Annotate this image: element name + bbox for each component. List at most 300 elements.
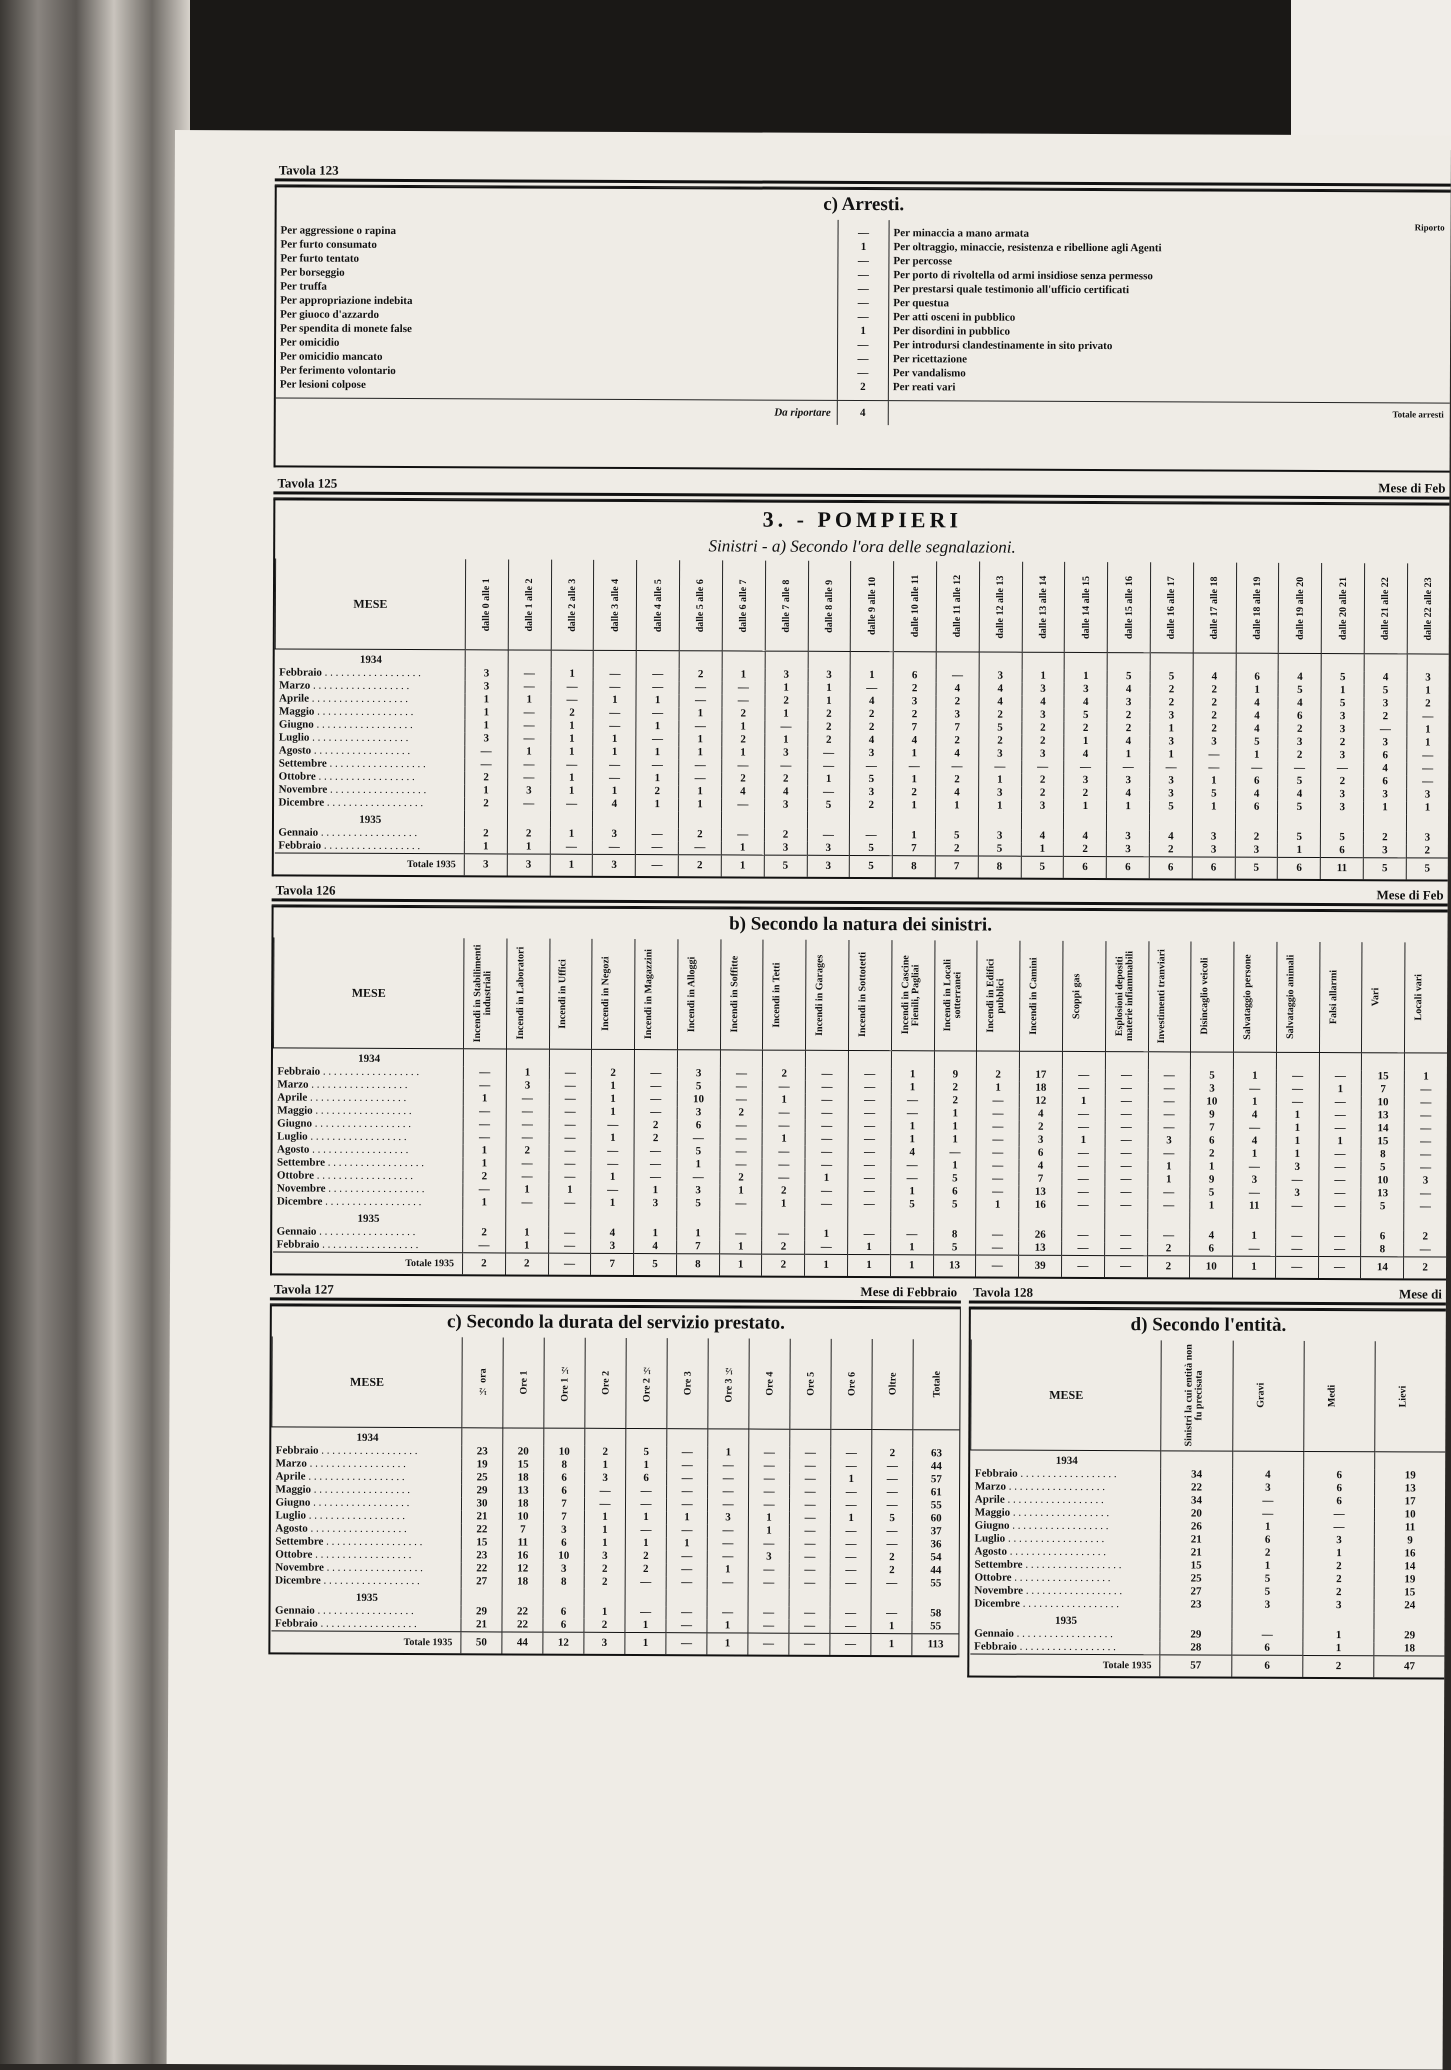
blank-cell [1019, 1212, 1062, 1229]
data-cell: 13 [1361, 1187, 1404, 1200]
data-cell: — [848, 1081, 891, 1094]
data-cell: 3 [1107, 774, 1150, 787]
data-cell: — [789, 1564, 830, 1577]
data-cell: 7 [502, 1523, 543, 1536]
data-cell: 5 [1364, 684, 1407, 697]
data-cell: 4 [1364, 671, 1407, 684]
blank-cell [891, 1051, 934, 1069]
data-cell: 2 [1064, 787, 1107, 800]
arrest-value: — [857, 282, 869, 296]
column-header [1020, 941, 1063, 1052]
column-header [1236, 563, 1279, 654]
blank-cell [1364, 654, 1407, 672]
data-cell: 1 [707, 1619, 748, 1633]
month-label: Ottobre . . . [273, 1169, 463, 1183]
column-header-text: Ore 3 [682, 1371, 694, 1396]
data-cell: — [634, 1093, 677, 1106]
arrest-item-right: Per reati vari [892, 381, 956, 394]
month-label: Novembre . . . [271, 1561, 461, 1575]
data-cell: 8 [544, 1459, 585, 1472]
data-cell: 1 [625, 1619, 666, 1633]
data-cell: 16 [502, 1549, 543, 1562]
total-cell: 5 [850, 855, 893, 877]
data-cell: 2 [762, 1241, 805, 1255]
data-cell: 3 [1150, 709, 1193, 722]
data-cell: — [978, 761, 1021, 774]
data-cell: 2 [807, 708, 850, 721]
data-cell: — [848, 1185, 891, 1198]
data-cell: 1 [891, 1120, 934, 1133]
blank-cell [1064, 813, 1107, 830]
blank-cell [933, 1211, 976, 1228]
column-header-text: dalle 0 alle 1 [481, 577, 493, 631]
month-label: Settembre . . . [970, 1558, 1160, 1572]
data-cell: — [805, 1241, 848, 1255]
data-cell: 1 [1064, 800, 1107, 813]
section-pompieri: 3. - POMPIERI [762, 506, 962, 533]
total-cell: 1 [550, 854, 593, 876]
data-cell: 5 [1278, 684, 1321, 697]
data-cell: — [1235, 762, 1278, 775]
year-label: 1934 [358, 1052, 381, 1065]
column-header-text: Ore 3 ½ [723, 1364, 735, 1403]
data-cell: 1 [592, 1093, 635, 1106]
column-header-text: Investimenti tranviari [1156, 949, 1168, 1044]
data-cell: — [748, 1564, 789, 1577]
blank-cell [463, 1049, 506, 1067]
data-cell: 55 [912, 1577, 959, 1590]
blank-cell [1065, 652, 1108, 670]
data-cell: — [721, 828, 764, 841]
pompieri-ora-table [272, 498, 1450, 881]
total-cell: — [1275, 1256, 1318, 1278]
total-cell: 1 [1233, 1256, 1276, 1278]
blank-cell [1105, 1052, 1148, 1070]
arrest-item-right: Per porto di rivoltella od armi insidiose senza permesso [893, 269, 1153, 283]
data-cell: — [548, 1227, 591, 1240]
data-cell: 2 [764, 829, 807, 842]
blank-cell [790, 1429, 831, 1447]
blank-cell [544, 1428, 585, 1446]
data-cell: — [807, 747, 850, 760]
data-cell: 2 [935, 842, 978, 856]
data-cell: 2 [1021, 722, 1064, 735]
blank-cell [506, 1049, 549, 1067]
column-header-text: Ore 2 ½ [641, 1364, 653, 1402]
data-cell: — [666, 1550, 707, 1563]
blank-cell [1148, 1052, 1191, 1070]
data-cell: 3 [1232, 1599, 1303, 1612]
total-cell: 50 [461, 1632, 502, 1654]
year-label: 1934 [356, 1431, 379, 1444]
data-cell: — [549, 1119, 592, 1132]
data-cell: 7 [893, 721, 936, 734]
data-cell: 4 [1107, 683, 1150, 696]
data-cell: — [720, 1119, 763, 1132]
data-cell: — [1105, 1108, 1148, 1121]
data-cell: 2 [722, 733, 765, 746]
total-cell: 57 [1160, 1655, 1231, 1677]
column-header [851, 561, 894, 652]
data-cell: 2 [465, 797, 508, 810]
data-cell: — [585, 1485, 626, 1498]
data-cell: — [1275, 1230, 1318, 1243]
data-cell: 1 [1276, 1135, 1319, 1148]
blank-cell [979, 652, 1022, 670]
data-cell: 2 [592, 1067, 635, 1080]
year-label: 1935 [359, 813, 382, 826]
blank-cell [913, 1430, 960, 1448]
data-cell: 10 [1375, 1508, 1445, 1521]
data-cell: — [667, 1498, 708, 1511]
data-cell: — [679, 694, 722, 707]
data-cell: — [871, 1577, 912, 1590]
data-cell: 55 [912, 1620, 959, 1634]
column-header-text: Incendi in Garages [814, 954, 826, 1036]
data-cell: 3 [507, 784, 550, 797]
data-cell: — [1404, 1083, 1446, 1096]
data-cell: — [848, 1159, 891, 1172]
data-cell: — [1104, 1229, 1147, 1242]
data-cell: 2 [934, 1081, 977, 1094]
blank-cell [807, 812, 850, 829]
data-cell: — [593, 841, 636, 855]
column-header [1148, 941, 1191, 1052]
data-cell: 1 [720, 1184, 763, 1197]
data-cell: — [708, 1472, 749, 1485]
data-cell: — [976, 1186, 1019, 1199]
data-cell: 2 [763, 1068, 806, 1081]
data-cell: 5 [677, 1145, 720, 1158]
data-cell: 3 [1150, 787, 1193, 800]
column-header [592, 939, 635, 1050]
mese-header: MESE [275, 558, 465, 649]
data-cell: — [1303, 1521, 1374, 1534]
column-header-text: dalle 2 alle 3 [566, 578, 579, 632]
data-cell: — [1318, 1243, 1361, 1257]
data-cell: 20 [1161, 1507, 1232, 1520]
column-header-text: Vari [1370, 987, 1382, 1007]
data-cell: 1 [1064, 670, 1107, 683]
data-cell: — [1233, 1161, 1276, 1174]
blank-cell [465, 650, 508, 668]
column-header-text: Falsi allarmi [1327, 969, 1339, 1025]
data-cell: — [508, 758, 551, 771]
data-cell: — [1105, 1082, 1148, 1095]
data-cell: 3 [1406, 788, 1448, 801]
total-cell: 6 [1231, 1655, 1302, 1677]
total-row [970, 1654, 1444, 1678]
month-label: Ottobre . . . [275, 770, 465, 784]
data-cell: — [465, 745, 508, 758]
data-cell: 4 [1233, 1109, 1276, 1122]
data-cell: 2 [893, 682, 936, 695]
data-cell: 3 [1193, 735, 1236, 748]
entita-title: d) Secondo l'entità. [1130, 1314, 1287, 1336]
blank-cell [1233, 1213, 1276, 1230]
column-header [891, 940, 934, 1051]
data-cell: 3 [1364, 788, 1407, 801]
data-cell: — [1404, 1187, 1446, 1200]
data-cell: 3 [1019, 1134, 1062, 1147]
data-cell: 22 [502, 1605, 543, 1618]
data-cell: — [719, 1197, 762, 1210]
data-cell: 2 [1321, 775, 1364, 788]
data-cell: 2 [1232, 1547, 1303, 1560]
year-label: 1935 [355, 1591, 378, 1604]
blank-cell [850, 812, 893, 829]
data-cell: 1 [592, 1080, 635, 1093]
data-cell: — [1064, 761, 1107, 774]
column-header-text: dalle 7 alle 8 [780, 579, 793, 633]
blank-cell [1062, 1051, 1105, 1069]
blank-cell [872, 1430, 913, 1448]
column-header [749, 1339, 790, 1430]
column-header-text: Scoppi gas [1070, 973, 1083, 1019]
total-cell: 8 [892, 856, 935, 878]
data-cell: 17 [1020, 1069, 1063, 1082]
data-cell: 27 [461, 1575, 502, 1588]
data-cell: 4 [1021, 830, 1064, 843]
data-cell: 3 [1364, 697, 1407, 710]
blank-cell [1160, 1611, 1231, 1628]
blank-cell [764, 812, 807, 829]
column-header [1276, 942, 1319, 1053]
data-cell: 10 [502, 1510, 543, 1523]
tavola-128-month: Mese di [1398, 1286, 1442, 1302]
data-cell: — [720, 1067, 763, 1080]
data-cell: 3 [764, 842, 807, 856]
data-cell: — [848, 1172, 891, 1185]
data-cell: — [1276, 1174, 1319, 1187]
column-header [679, 560, 722, 651]
month-label: Aprile . . . [273, 1091, 463, 1105]
total-cell: 8 [676, 1254, 719, 1276]
data-cell: — [1062, 1069, 1105, 1082]
data-cell: 1 [677, 1227, 720, 1240]
blank-cell [1191, 1052, 1234, 1070]
column-header-text: ½ ora [476, 1368, 489, 1397]
column-header-text: Medi [1326, 1384, 1338, 1408]
column-header [790, 1339, 831, 1430]
data-cell: 4 [764, 786, 807, 799]
month-label: Settembre . . . [275, 757, 465, 771]
data-cell: — [1105, 1199, 1148, 1212]
data-cell: 8 [1361, 1148, 1404, 1161]
data-cell: 2 [1193, 696, 1236, 709]
data-cell: — [891, 1159, 934, 1172]
tavola-127-month: Mese di Febbraio [860, 1284, 958, 1300]
data-cell: 1 [625, 1511, 666, 1524]
arrest-right-list [889, 220, 1451, 402]
data-cell: — [636, 681, 679, 694]
data-cell: — [506, 1131, 549, 1144]
column-header [1319, 942, 1362, 1053]
arrest-item: Per omicidio mancato [279, 350, 383, 363]
column-header-text: Ore 6 [846, 1371, 858, 1396]
column-header-text: Sinistri la cui entità non fu precisata [1183, 1344, 1206, 1447]
data-cell: — [831, 1447, 872, 1460]
arrest-item: Per omicidio [280, 336, 340, 349]
column-header [1161, 1340, 1233, 1451]
data-cell: 24 [1374, 1599, 1444, 1612]
column-header [667, 1338, 708, 1429]
data-cell: 5 [935, 829, 978, 842]
data-cell: 3 [808, 669, 851, 682]
data-cell: 1 [1405, 1070, 1447, 1083]
column-header-text: Locali vari [1413, 974, 1425, 1021]
data-cell: 5 [978, 843, 1021, 857]
data-cell: 1 [550, 828, 593, 841]
data-cell: 1 [1233, 1148, 1276, 1161]
data-cell: — [1147, 1186, 1190, 1199]
data-cell: 2 [871, 1564, 912, 1577]
data-cell: 2 [979, 735, 1022, 748]
blank-cell [749, 1429, 790, 1447]
table-row [970, 1640, 1444, 1656]
column-header [849, 940, 892, 1051]
blank-cell [636, 811, 679, 828]
column-header [1279, 563, 1322, 654]
data-cell: 2 [720, 1171, 763, 1184]
data-cell: — [830, 1577, 871, 1590]
data-cell: — [872, 1525, 913, 1538]
month-label: Marzo . . . [273, 1078, 463, 1092]
data-cell: 2 [678, 828, 721, 841]
total-cell: 6 [1106, 857, 1149, 879]
blank-cell [748, 1590, 789, 1607]
total-cell: 3 [593, 854, 636, 876]
data-cell: 3 [978, 830, 1021, 843]
data-cell: 2 [977, 1069, 1020, 1082]
data-cell: 1 [765, 708, 808, 721]
data-cell: 1 [505, 1239, 548, 1253]
data-cell: 1 [1407, 684, 1449, 697]
blank-cell [912, 1590, 959, 1607]
data-cell: — [805, 1133, 848, 1146]
data-cell: 1 [763, 1133, 806, 1146]
column-header [1375, 1341, 1446, 1452]
data-cell: 3 [593, 828, 636, 841]
blank-cell [626, 1428, 667, 1446]
data-cell: 3 [1321, 723, 1364, 736]
column-header-text: dalle 9 alle 10 [866, 576, 878, 636]
column-header [463, 938, 506, 1049]
data-cell: — [549, 1093, 592, 1106]
blank-cell [549, 1049, 592, 1067]
data-cell: 20 [503, 1445, 544, 1458]
arrest-item: Per appropriazione indebita [280, 294, 413, 308]
data-cell: 11 [1375, 1521, 1445, 1534]
blank-cell [464, 810, 507, 827]
data-cell: — [1062, 1160, 1105, 1173]
data-cell: — [463, 1079, 506, 1092]
blank-cell [976, 1212, 1019, 1229]
data-cell: 2 [764, 773, 807, 786]
data-cell: 3 [1148, 1134, 1191, 1147]
data-cell: 6 [1364, 775, 1407, 788]
blank-cell [1362, 1053, 1405, 1071]
data-cell: 1 [626, 1459, 667, 1472]
blank-cell [667, 1429, 708, 1447]
column-header-text: Incendi in Soffitte [728, 956, 740, 1033]
data-cell: 1 [1233, 1070, 1276, 1083]
blank-cell [1407, 654, 1449, 672]
data-cell: — [1318, 1230, 1361, 1243]
column-header [1364, 563, 1407, 654]
data-cell: — [1318, 1187, 1361, 1200]
data-cell: — [548, 1197, 591, 1210]
column-header-text: Oltre [887, 1372, 899, 1396]
data-cell: — [790, 1486, 831, 1499]
data-cell: — [1232, 1508, 1303, 1521]
month-label: Agosto . . . [971, 1545, 1161, 1559]
data-cell: — [749, 1486, 790, 1499]
data-cell: 1 [848, 1241, 891, 1255]
data-cell: 2 [765, 695, 808, 708]
arrest-left-list [276, 217, 838, 399]
total-cell: 2 [678, 855, 721, 877]
data-cell: — [1105, 1160, 1148, 1173]
month-label: Giugno . . . [971, 1519, 1161, 1533]
data-cell: 29 [461, 1605, 502, 1618]
data-cell: — [626, 1498, 667, 1511]
column-header-text: Ore 2 [600, 1370, 612, 1395]
data-cell: — [1147, 1199, 1190, 1212]
data-cell: — [550, 759, 593, 772]
data-cell: — [749, 1499, 790, 1512]
data-cell: 1 [749, 1512, 790, 1525]
month-label: Gennaio . . . [970, 1627, 1160, 1641]
blank-cell [1149, 813, 1192, 830]
data-cell: 2 [936, 734, 979, 747]
data-cell: 5 [677, 1197, 720, 1210]
data-cell: — [679, 759, 722, 772]
riporto-label: Da riportare [774, 406, 831, 419]
data-cell: 6 [1303, 1495, 1374, 1508]
data-cell: 3 [677, 1106, 720, 1119]
data-cell: — [830, 1564, 871, 1577]
data-cell: 5 [1064, 709, 1107, 722]
data-cell: 15 [1362, 1070, 1405, 1083]
total-cell: 8 [978, 856, 1021, 878]
arrest-item: Per lesioni colpose [279, 378, 366, 391]
arrest-value: — [858, 226, 870, 240]
data-cell: 1 [1319, 1083, 1362, 1096]
column-header-text: dalle 10 alle 11 [909, 574, 921, 638]
total-cell: — [635, 855, 678, 877]
data-cell: 4 [1278, 697, 1321, 710]
data-cell: — [508, 706, 551, 719]
data-cell: — [848, 1107, 891, 1120]
data-cell: 3 [1192, 843, 1235, 857]
blank-cell [707, 1589, 748, 1606]
column-header [508, 559, 551, 650]
data-cell: 2 [585, 1446, 626, 1459]
data-cell: — [891, 1094, 934, 1107]
data-cell: 21 [461, 1510, 502, 1523]
data-cell: — [805, 1159, 848, 1172]
arrest-value: 1 [860, 240, 867, 254]
data-cell: 2 [1107, 709, 1150, 722]
column-header [1405, 942, 1448, 1053]
data-cell: 2 [1150, 683, 1193, 696]
data-cell: — [976, 1242, 1019, 1256]
data-cell: 2 [551, 707, 594, 720]
arrest-item-right: Per questua [893, 297, 949, 310]
data-cell: — [550, 798, 593, 811]
data-cell: 1 [807, 695, 850, 708]
